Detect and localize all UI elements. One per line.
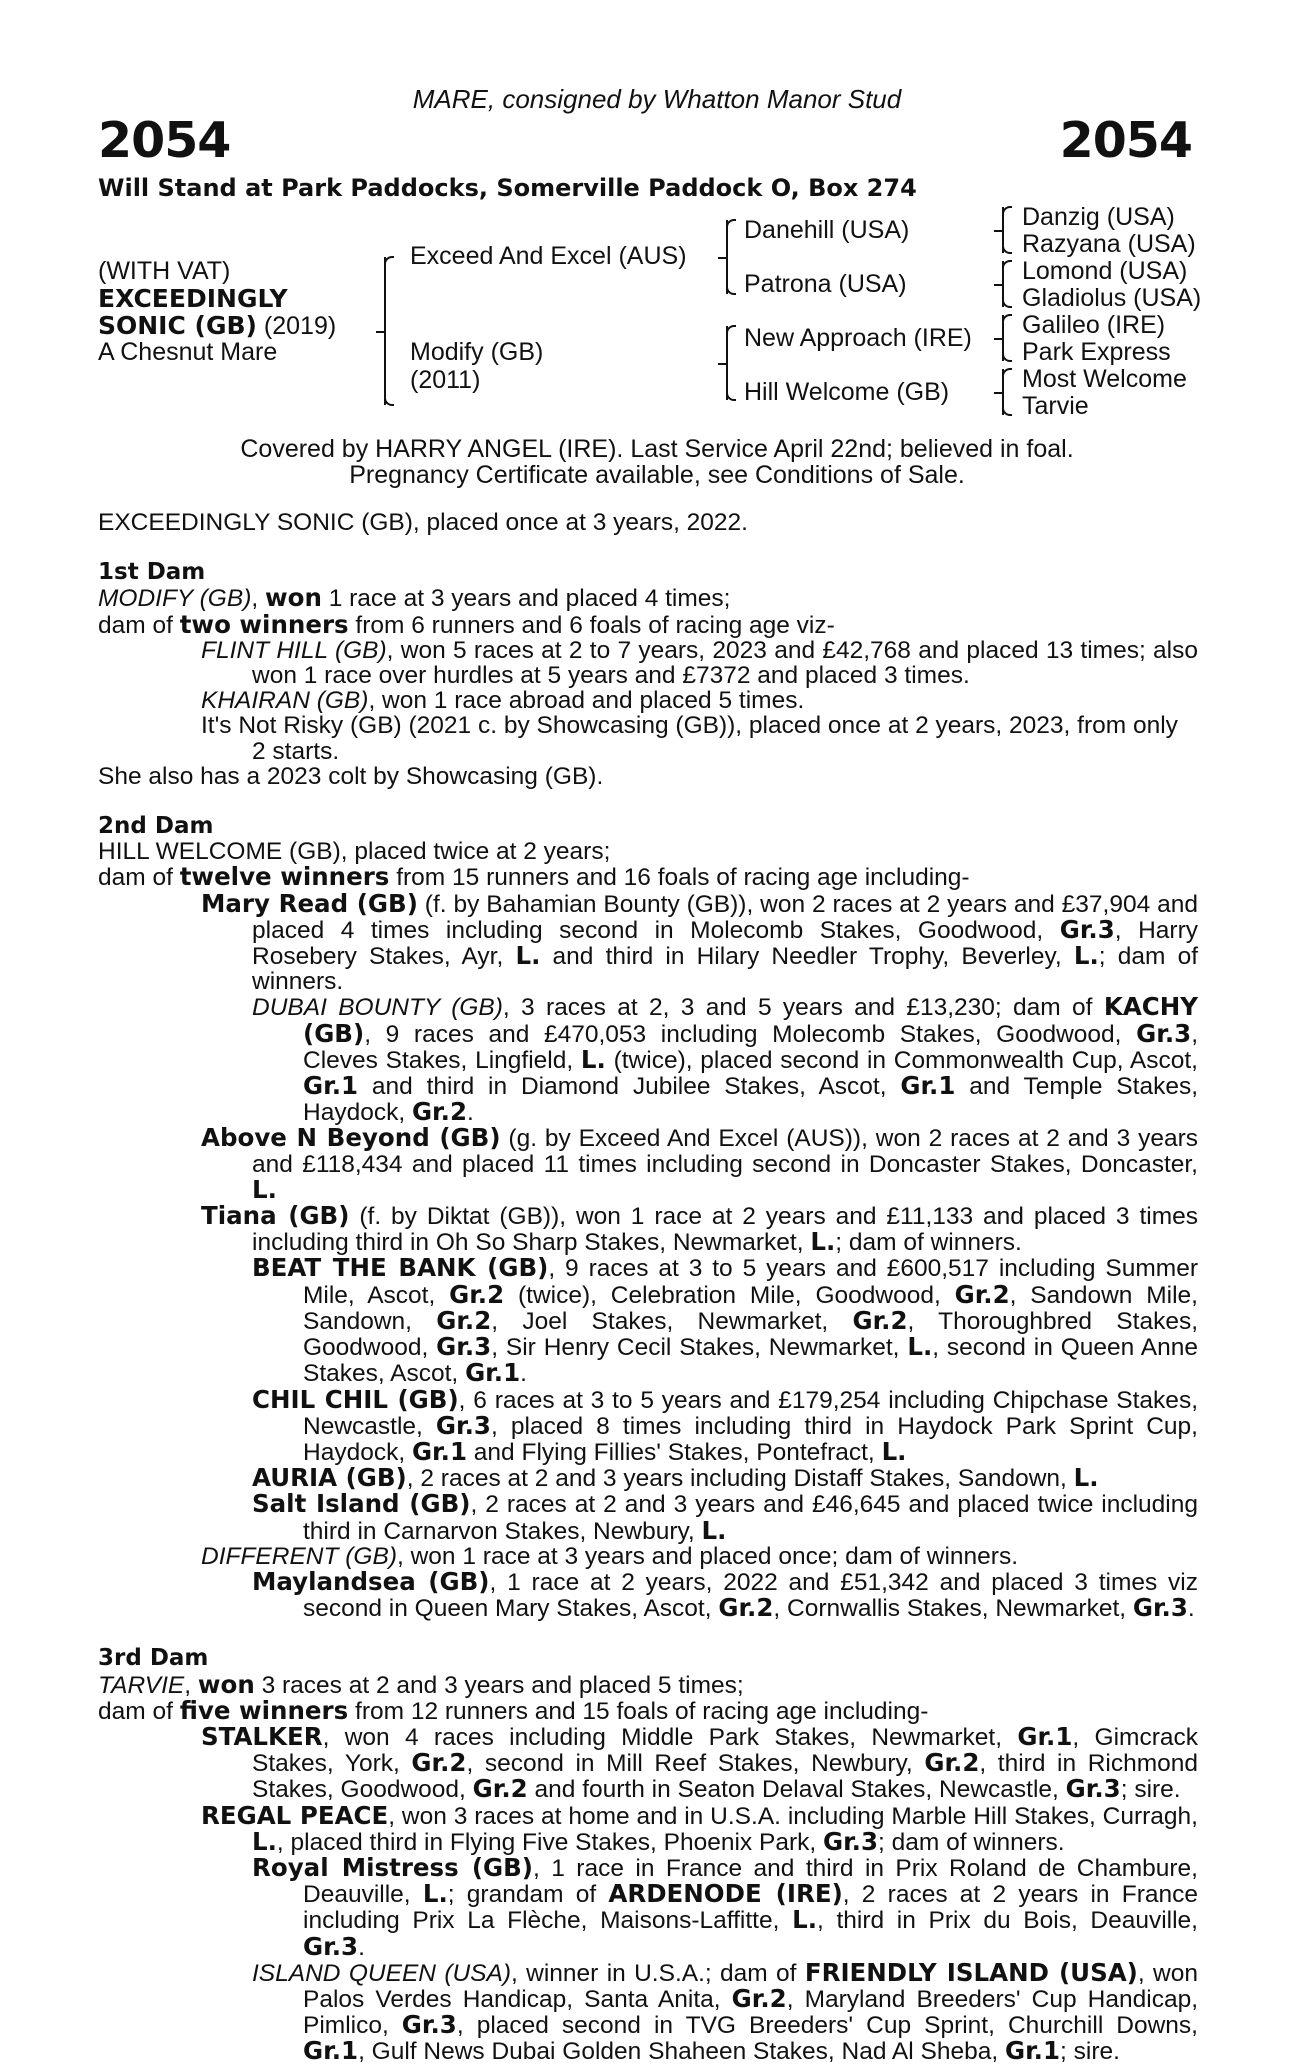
text: , placed 8 times including third in Haydock Park Sprint Cup, Haydock, [303,1412,1198,1466]
progeny-different [98,1544,1198,1569]
text: ; sire. [1120,1776,1181,1804]
pedigree-gen3-2: Razyana (USA) [1022,230,1196,258]
third-dam-line1 [98,1669,1198,1699]
text: from 6 runners and 6 foals of racing age viz- [348,611,835,639]
text: , second in Mill Reef Stakes, Newbury, [466,1750,925,1778]
text: , Gulf News Dubai Golden Shaheen Stakes, Nad Al Sheba, [358,2038,1005,2065]
grade: Gr.1 [1017,1721,1073,1751]
grade: Gr.3 [1136,1018,1192,1048]
grade: Gr.2 [852,1305,908,1335]
grade: Gr.3 [822,1826,879,1856]
lot-number-left: 2054 [98,112,231,169]
grade: Gr.3 [303,1931,359,1961]
text: dam of [98,864,180,892]
text: ; sire. [1060,2038,1120,2065]
brace-gen3-1 [1002,207,1004,253]
text: , Harry Rosebery Stakes, Ayr, [252,916,1198,971]
horse-name: Salt Island (GB) [252,1489,471,1519]
progeny-island-queen [98,1957,1198,2065]
pedigree-gen3-3: Lomond (USA) [1022,257,1188,285]
horse-name: Tiana (GB) [201,1201,350,1231]
pedigree-gen3-8: Tarvie [1022,392,1089,420]
progeny-royal-mistress [98,1852,1199,1961]
pedigree-gen3-1: Danzig (USA) [1022,203,1175,231]
text: ; grandam of [447,1881,609,1909]
horse-name: ARDENODE (IRE) [608,1879,843,1909]
winners-count: two winners [179,609,349,639]
grade: L. [881,1436,907,1466]
pedigree-gen3-7: Most Welcome [1022,365,1187,393]
won-label: won [197,1669,255,1699]
text: (twice), placed second in Commonwealth Cup, Ascot, [605,1046,1198,1074]
text: (g. by Exceed And Excel (AUS)), won 2 races at 2 and 3 years and £118,434 and placed 11 times including second in Doncaster Stakes, Doncaster, [252,1125,1198,1178]
won-label: won [264,583,322,613]
grade: Gr.2 [411,1748,467,1778]
first-dam-heading: 1st Dam [98,559,206,586]
text: and fourth in Seaton Delaval Stakes, Newcastle, [527,1776,1066,1804]
horse-name: CHIL CHIL (GB) [252,1384,459,1414]
text: , won 4 races including Middle Park Stakes, Newmarket, [322,1723,1018,1751]
third-dam-line2 [98,1695,1198,1725]
brace-gen3-2 [1002,261,1004,307]
grade: L. [580,1044,606,1074]
horse-name: AURIA (GB) [252,1463,407,1493]
pedigree-gen3-6: Park Express [1022,338,1171,366]
progeny-flint-hill [98,638,1198,688]
text: , Gimcrack Stakes, York, [252,1723,1198,1778]
text: and third in Hilary Needler Trophy, Beverley, [540,943,1074,971]
progeny-khairan [98,688,1198,713]
text: . [467,1099,474,1127]
grade: Gr.3 [1059,914,1115,944]
text: , 1 race in France and third in Prix Roland de Chambure, Deauville, [303,1854,1198,1909]
grade: Gr.3 [401,2010,457,2040]
grade: Gr.1 [303,1071,359,1101]
grade: L. [252,1174,277,1204]
grade: L. [515,941,541,971]
grade: L. [1073,1463,1099,1493]
grade: Gr.3 [1132,1593,1188,1623]
brace-gen3-4 [1002,369,1004,415]
text: 1 race at 3 years and placed 4 times; [321,585,731,613]
grade: Gr.2 [731,1983,787,2013]
second-dam-heading: 2nd Dam [98,813,214,840]
grade: Gr.1 [900,1071,956,1101]
text: , Cornwallis Stakes, Newmarket, [773,1595,1133,1623]
horse-name: DIFFERENT (GB) [201,1542,397,1570]
consignor-line: MARE, consigned by Whatton Manor Stud [412,84,902,114]
grade: Gr.2 [924,1748,980,1778]
grade: Gr.1 [411,1436,467,1466]
summary-line: EXCEEDINGLY SONIC (GB), placed once at 3 years, 2022. [98,509,748,536]
grade: Gr.2 [411,1097,467,1127]
grade: Gr.1 [1004,2036,1061,2065]
pedigree-sire: Exceed And Excel (AUS) [410,242,687,270]
lot-number-right: 2054 [1059,112,1192,169]
text: , [251,585,265,613]
text: . [1187,1595,1195,1623]
first-dam-also: She also has a 2023 colt by Showcasing (GB). [98,762,604,790]
grade: Gr.2 [954,1279,1010,1309]
text: , 6 races at 3 to 5 years and £179,254 including Chipchase Stakes, Newcastle, [303,1386,1198,1440]
text: , second in Queen Anne Stakes, Ascot, [303,1334,1198,1388]
horse-name-line1: EXCEEDINGLY [98,284,288,313]
text: , won 5 races at 2 to 7 years, 2023 and £42,768 and placed 13 times; also won 1 race over hurdles at 5 years and £7372 and placed 3 times. [252,636,1198,690]
text: , 1 race at 2 years, 2022 and £51,342 and placed 3 times viz second in Queen Mary Stakes, Ascot, [303,1568,1198,1623]
vat-note: (WITH VAT) [98,257,231,285]
progeny-salt-island [98,1491,1198,1543]
pedigree-gen2-1: Danehill (USA) [744,216,910,244]
grade: Gr.3 [1065,1774,1121,1804]
grade: L. [422,1879,448,1909]
horse-name: FRIENDLY ISLAND (USA) [804,1957,1138,1987]
brace-subject [384,257,386,405]
text: and third in Diamond Jubilee Stakes, Ascot, [358,1073,901,1101]
text: , 2 races at 2 and 3 years including Distaff Stakes, Sandown, [406,1465,1074,1493]
progeny-mary-read [98,888,1198,996]
grade: Gr.1 [465,1358,521,1388]
text: from 12 runners and 15 foals of racing age including- [348,1697,929,1725]
progeny-its-not-risky: It's Not Risky (GB) (2021 c. by Showcasing (GB)), placed once at 2 years, 2023, from only 2 starts. [201,712,1178,765]
text: . [358,1933,365,1961]
catalogue-body [98,510,1198,2065]
text: , Thoroughbred Stakes, Goodwood, [303,1307,1198,1362]
text: , [184,1671,198,1699]
horse-name: BEAT THE BANK (GB) [252,1253,549,1283]
grade: Gr.2 [436,1305,492,1335]
text: . [520,1360,527,1388]
text: ; dam of winners. [878,1828,1065,1856]
text: , 3 races at 2, 3 and 5 years and £13,230; dam of [502,994,1104,1022]
pregnancy-line: Pregnancy Certificate available, see Conditions of Sale. [349,461,965,489]
grade: Gr.2 [449,1279,505,1309]
pedigree-gen3-5: Galileo (IRE) [1022,311,1166,339]
text: ; dam of winners. [252,943,1198,996]
text: , 9 races and £470,053 including Molecomb Stakes, Goodwood, [364,1020,1137,1048]
first-dam-line2 [98,609,1198,639]
text: and Temple Stakes, Haydock, [303,1073,1199,1127]
pedigree-dam: Modify (GB) [410,338,544,366]
grade: L. [907,1332,933,1362]
text: , won 3 races at home and in U.S.A. including Marble Hill Stakes, Curragh, [388,1802,1198,1830]
progeny-auria [98,1465,1198,1491]
text: and Flying Fillies' Stakes, Pontefract, [467,1438,882,1466]
brace-gen3-3 [1002,315,1004,361]
progeny-beat-the-bank [98,1255,1198,1386]
progeny-maylandsea [98,1566,1198,1623]
horse-name: STALKER [201,1721,323,1751]
horse-name: Maylandsea (GB) [252,1566,490,1596]
brace-dam [726,326,728,400]
text: , Joel Stakes, Newmarket, [491,1307,853,1335]
text: , placed second in TVG Breeders' Cup Sprint, Churchill Downs, [456,2012,1198,2040]
grade: L. [252,1826,277,1856]
winners-count: five winners [179,1695,349,1725]
text: , Cleves Stakes, Lingfield, [303,1020,1198,1074]
second-dam-line2 [98,864,1198,890]
text: , Maryland Breeders' Cup Handicap, Pimlico, [303,1985,1198,2040]
horse-name: Royal Mistress (GB) [252,1852,534,1882]
text: , third in Prix du Bois, Deauville, [817,1907,1198,1935]
grade: L. [701,1515,727,1545]
horse-name-bold: SONIC (GB) [98,311,257,340]
progeny-stalker [98,1721,1198,1804]
horse-name-line2 [98,312,336,340]
text: (f. by Diktat (GB)), won 1 race at 2 years and £11,133 and placed 3 times including third in Oh So Sharp Stakes, Newmarket, [252,1203,1199,1257]
horse-name: REGAL PEACE [201,1800,389,1830]
text: ; dam of winners. [835,1229,1022,1257]
text: , 2 races at 2 and 3 years and £46,645 and placed twice including third in Carnarvon Stakes, Newbury, [303,1491,1199,1545]
text: 3 races at 2 and 3 years and placed 5 times; [254,1671,744,1699]
grade: L. [792,1905,818,1935]
text: , 2 races at 2 years in France including Prix La Flèche, Maisons-Laffitte, [303,1881,1199,1935]
winners-count: twelve winners [179,862,390,892]
pedigree-gen2-3: New Approach (IRE) [744,324,972,352]
text: from 15 runners and 16 foals of racing age including- [389,864,970,892]
text: , winner in U.S.A.; dam of [511,1959,805,1987]
covered-line: Covered by HARRY ANGEL (IRE). Last Service April 22nd; believed in foal. [240,435,1074,463]
grade: Gr.1 [303,2036,359,2065]
text: , third in Richmond Stakes, Goodwood, [252,1750,1198,1804]
text: , won Palos Verdes Handicap, Santa Anita, [303,1959,1198,2013]
grade: Gr.2 [718,1593,774,1623]
pedigree-gen3-4: Gladiolus (USA) [1022,284,1202,312]
horse-description: A Chesnut Mare [98,338,278,366]
text: , won 1 race at 3 years and placed once; dam of winners. [397,1542,1019,1570]
grade: Gr.3 [435,1410,491,1440]
third-dam-heading: 3rd Dam [98,1645,209,1672]
brace-sire [726,220,728,294]
second-dam-line1: HILL WELCOME (GB), placed twice at 2 years; [98,838,611,866]
horse-name: Above N Beyond (GB) [201,1123,501,1153]
horse-year: (2019) [256,312,337,340]
progeny-dubai-bounty [98,994,1198,1125]
text: , 9 races at 3 to 5 years and £600,517 including Summer Mile, Ascot, [303,1255,1198,1309]
text: , placed third in Flying Five Stakes, Phoenix Park, [276,1828,823,1856]
text: , won 1 race abroad and placed 5 times. [368,687,805,715]
grade: L. [1073,941,1099,971]
horse-name: ISLAND QUEEN (USA) [252,1959,512,1987]
text: , Sir Henry Cecil Stakes, Newmarket, [491,1334,908,1362]
pedigree-gen2-4: Hill Welcome (GB) [744,378,950,406]
progeny-chil-chil [98,1384,1198,1466]
dam-name: TARVIE [98,1671,185,1699]
progeny-regal-peace [98,1800,1198,1856]
grade: Gr.2 [472,1774,528,1804]
grade: Gr.3 [436,1332,492,1362]
horse-name: KACHY (GB) [303,992,1198,1048]
horse-name: FLINT HILL (GB) [201,636,387,664]
pedigree-gen2-2: Patrona (USA) [744,270,907,298]
horse-name: DUBAI BOUNTY (GB) [252,994,503,1022]
text: dam of [98,1697,180,1725]
dam-name: MODIFY (GB) [98,585,252,613]
stand-location: Will Stand at Park Paddocks, Somerville Paddock O, Box 274 [98,174,917,202]
horse-name: KHAIRAN (GB) [201,687,369,715]
progeny-above-n-beyond [98,1125,1198,1203]
text: (f. by Bahamian Bounty (GB)), won 2 races at 2 years and £37,904 and placed 4 times including second in Molecomb Stakes, Goodwood, [252,890,1198,944]
grade: L. [810,1227,836,1257]
text: dam of [98,611,180,639]
text: , Sandown Mile, Sandown, [303,1281,1198,1335]
progeny-tiana [98,1203,1198,1255]
pedigree-dam-year: (2011) [410,366,481,394]
first-dam-line1 [98,585,1198,611]
horse-name: Mary Read (GB) [201,888,418,918]
text: (twice), Celebration Mile, Goodwood, [504,1281,955,1309]
